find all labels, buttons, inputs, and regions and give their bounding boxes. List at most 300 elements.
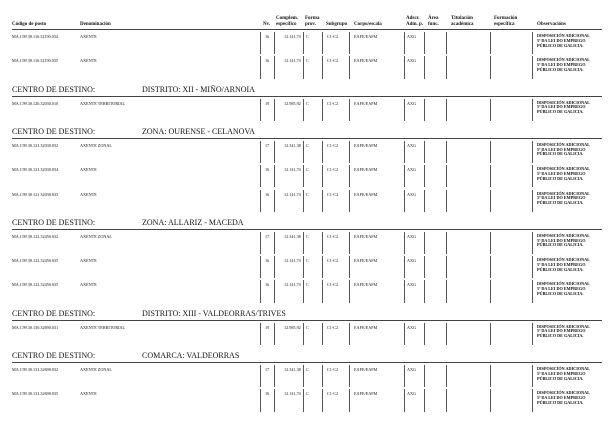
center-label: CENTRO DE DESTINO: (12, 308, 96, 318)
column-divider (303, 365, 304, 387)
cell-complem: 12.985,92 (284, 324, 301, 330)
column-divider (490, 141, 491, 163)
column-divider (274, 389, 275, 411)
cell-adscr: AXG (407, 58, 417, 64)
header-nv: Nv. (263, 22, 271, 27)
column-divider (532, 323, 533, 345)
column-divider (446, 256, 447, 278)
cell-observacions (537, 101, 603, 115)
column-divider (274, 99, 275, 121)
cell-name: AXENTE (80, 282, 97, 288)
column-divider (260, 256, 261, 278)
header-subgrupo: Subgrupo (326, 22, 348, 27)
cell-name: AXENTE (80, 191, 97, 197)
column-divider (490, 165, 491, 187)
cell-observacions (537, 34, 603, 48)
column-divider (260, 323, 261, 345)
column-divider (322, 280, 323, 302)
cell-observacions (537, 391, 603, 405)
header-complem-1: Complem. (276, 16, 299, 21)
cell-corpo: EAFE/EAFM (354, 324, 378, 330)
cell-complem: 12.141,74 (284, 191, 301, 197)
column-divider (404, 190, 405, 212)
cell-subgrupo: C1-C2 (327, 100, 339, 106)
cell-complem: 12.141,74 (284, 391, 301, 397)
column-divider (303, 141, 304, 163)
cell-corpo: EAFE/EAFM (354, 142, 378, 148)
column-divider (303, 389, 304, 411)
cell-nv: 16 (265, 282, 270, 288)
cell-complem: 12.141,74 (284, 167, 301, 173)
observation-line: 5ª DA LEI DO EMPREGO (537, 37, 586, 43)
observation-line: PÚBLICO DE GALICIA. (537, 109, 584, 115)
column-divider (490, 56, 491, 78)
column-divider (424, 99, 425, 121)
cell-complem: 12.341,38 (284, 367, 301, 372)
cell-observacions (537, 143, 603, 157)
column-divider (404, 32, 405, 54)
observation-line: PÚBLICO DE GALICIA. (537, 42, 584, 48)
observation-line: PÚBLICO DE GALICIA. (537, 66, 584, 72)
column-divider (303, 232, 304, 254)
observation-line: 5ª DA LEI DO EMPREGO (537, 237, 586, 243)
column-divider (274, 56, 275, 78)
column-divider (532, 141, 533, 163)
cell-complem: 12.985,92 (284, 100, 301, 106)
cell-forma: C (306, 282, 309, 288)
center-rule (12, 362, 602, 363)
header-area-1: Área (428, 16, 439, 21)
observation-line: 5ª DA LEI DO EMPREGO (537, 286, 586, 292)
cell-complem: 12.141,74 (284, 34, 301, 39)
cell-name: AXENTE ZONAL (80, 367, 112, 372)
column-divider (349, 280, 350, 302)
cell-code: MA.C99.30.116.32190.035 (12, 58, 59, 64)
column-divider (274, 32, 275, 54)
observation-line: PÚBLICO DE GALICIA. (537, 333, 584, 339)
observation-line: PÚBLICO DE GALICIA. (537, 242, 584, 248)
column-divider (349, 32, 350, 54)
column-divider (322, 56, 323, 78)
column-divider (349, 256, 350, 278)
column-divider (424, 56, 425, 78)
observation-line: PÚBLICO DE GALICIA. (537, 375, 584, 381)
observation-line: 5ª DA LEI DO EMPREGO (537, 146, 586, 152)
center-label: CENTRO DE DESTINO: (12, 126, 96, 136)
column-divider (303, 256, 304, 278)
column-divider (446, 56, 447, 78)
column-divider (404, 232, 405, 254)
column-divider (404, 256, 405, 278)
observation-line: DISPOSICIÓN ADICIONAL (537, 33, 590, 38)
cell-corpo: EAFE/EAFM (354, 282, 378, 288)
cell-subgrupo: C1-C2 (327, 324, 339, 330)
observation-line: PÚBLICO DE GALICIA. (537, 175, 584, 181)
column-divider (260, 32, 261, 54)
center-label: CENTRO DE DESTINO: (12, 351, 96, 360)
cell-subgrupo: C1-C2 (327, 58, 339, 64)
cell-adscr: AXG (407, 367, 417, 372)
column-divider (404, 323, 405, 345)
cell-subgrupo: C1-C2 (327, 367, 339, 372)
observation-line: DISPOSICIÓN ADICIONAL (537, 323, 590, 329)
column-divider (274, 365, 275, 387)
column-divider (446, 389, 447, 411)
cell-nv: 17 (265, 142, 270, 148)
cell-subgrupo: C1-C2 (327, 191, 339, 197)
header-adscr-1: Adscr. (406, 16, 420, 21)
column-divider (260, 56, 261, 78)
column-divider (322, 190, 323, 212)
cell-forma: C (306, 391, 309, 397)
column-divider (446, 32, 447, 54)
cell-forma: C (306, 324, 309, 330)
cell-adscr: AXG (407, 391, 417, 397)
cell-corpo: EAFE/EAFM (354, 258, 378, 264)
column-divider (260, 165, 261, 187)
cell-observacions (537, 282, 603, 296)
column-divider (446, 323, 447, 345)
center-rule (12, 229, 602, 230)
observation-line: PÚBLICO DE GALICIA. (537, 290, 584, 296)
cell-forma: C (306, 233, 309, 239)
center-rule (12, 96, 602, 97)
column-divider (532, 32, 533, 54)
cell-complem: 12.341,38 (284, 233, 301, 239)
cell-observacions (537, 234, 603, 248)
cell-corpo: EAFE/EAFM (354, 233, 378, 239)
cell-name: AXENTE (80, 167, 97, 173)
column-divider (532, 232, 533, 254)
column-divider (532, 256, 533, 278)
column-divider (274, 323, 275, 345)
column-divider (424, 141, 425, 163)
cell-corpo: EAFE/EAFM (354, 34, 378, 39)
observation-line: DISPOSICIÓN ADICIONAL (537, 390, 590, 396)
column-divider (274, 165, 275, 187)
column-divider (490, 99, 491, 121)
cell-observacions (537, 367, 603, 381)
cell-adscr: AXG (407, 324, 417, 330)
column-divider (260, 389, 261, 411)
column-divider (404, 365, 405, 387)
column-divider (349, 389, 350, 411)
column-divider (274, 256, 275, 278)
cell-adscr: AXG (407, 258, 417, 264)
cell-name: AXENTE TERRITORIAL (80, 324, 126, 330)
cell-nv: 16 (265, 191, 270, 197)
cell-code: MA.C99.30.122.32450.032 (12, 233, 59, 239)
observation-line: DISPOSICIÓN ADICIONAL (537, 257, 590, 263)
column-divider (260, 99, 261, 121)
observation-line: 5ª DA LEI DO EMPREGO (537, 62, 586, 68)
cell-nv: 17 (265, 367, 270, 372)
cell-code: MA.C99.30.121.32030.034 (12, 167, 59, 173)
cell-corpo: EAFE/EAFM (354, 58, 378, 64)
center-value: COMARCA: VALDEORRAS (142, 351, 240, 360)
cell-subgrupo: C1-C2 (327, 142, 339, 148)
observation-line: DISPOSICIÓN ADICIONAL (537, 281, 590, 287)
observation-line: PÚBLICO DE GALICIA. (537, 399, 584, 405)
column-divider (260, 190, 261, 212)
column-divider (274, 280, 275, 302)
cell-adscr: AXG (407, 282, 417, 288)
column-divider (349, 99, 350, 121)
cell-adscr: AXG (407, 142, 417, 148)
column-divider (322, 165, 323, 187)
observation-line: DISPOSICIÓN ADICIONAL (537, 57, 590, 63)
cell-observacions (537, 192, 603, 206)
cell-adscr: AXG (407, 191, 417, 197)
cell-code: MA.C99.30.130.32690.031 (12, 324, 59, 330)
header-forma-1: Forma (305, 16, 320, 21)
center-heading (12, 309, 512, 318)
header-codigo: Código de posto (12, 22, 47, 27)
observation-line: DISPOSICIÓN ADICIONAL (537, 166, 590, 172)
cell-subgrupo: C1-C2 (327, 34, 339, 39)
cell-code: MA.C99.30.131.32690.032 (12, 367, 59, 372)
cell-observacions (537, 58, 603, 72)
cell-forma: C (306, 167, 309, 173)
column-divider (260, 232, 261, 254)
column-divider (446, 141, 447, 163)
cell-complem: 12.141,74 (284, 258, 301, 264)
column-divider (303, 280, 304, 302)
column-divider (274, 141, 275, 163)
column-divider (404, 389, 405, 411)
column-divider (424, 389, 425, 411)
column-divider (260, 365, 261, 387)
column-divider (446, 365, 447, 387)
cell-code: MA.C99.30.122.32450.035 (12, 282, 59, 288)
column-divider (303, 190, 304, 212)
header-corpo: Corpo/escala (354, 22, 382, 27)
cell-nv: 19 (265, 324, 270, 330)
observation-line: PÚBLICO DE GALICIA. (537, 266, 584, 272)
observation-line: 5ª DA LEI DO EMPREGO (537, 370, 586, 376)
column-divider (260, 280, 261, 302)
cell-complem: 12.341,38 (284, 142, 301, 148)
column-divider (404, 141, 405, 163)
header-denominacion: Denominación (80, 22, 111, 27)
cell-subgrupo: C1-C2 (327, 391, 339, 397)
observation-line: 5ª DA LEI DO EMPREGO (537, 170, 586, 176)
cell-name: AXENTE ZONAL (80, 142, 112, 148)
column-divider (532, 99, 533, 121)
cell-code: MA.C99.30.122.32450.035 (12, 258, 59, 264)
column-divider (490, 256, 491, 278)
header-area-2: func. (428, 22, 439, 27)
column-divider (349, 165, 350, 187)
column-divider (424, 323, 425, 345)
column-divider (303, 32, 304, 54)
column-divider (446, 99, 447, 121)
center-heading (12, 85, 512, 94)
cell-name: AXENTE (80, 34, 97, 39)
cell-corpo: EAFE/EAFM (354, 391, 378, 397)
cell-code: MA.C99.30.121.32030.035 (12, 191, 59, 197)
cell-corpo: EAFE/EAFM (354, 100, 378, 106)
column-divider (424, 256, 425, 278)
column-divider (404, 165, 405, 187)
cell-forma: C (306, 100, 309, 106)
header-complem-2: específico (276, 22, 297, 27)
header-titulacion-2: académica (451, 22, 474, 27)
cell-subgrupo: C1-C2 (327, 233, 339, 239)
center-rule (12, 138, 602, 139)
cell-corpo: EAFE/EAFM (354, 167, 378, 173)
cell-name: AXENTE ZONAL (80, 233, 112, 239)
column-divider (490, 232, 491, 254)
column-divider (532, 365, 533, 387)
cell-forma: C (306, 58, 309, 64)
column-divider (349, 323, 350, 345)
column-divider (322, 256, 323, 278)
header-formacion-2: específica (494, 22, 515, 27)
column-divider (490, 280, 491, 302)
column-divider (349, 56, 350, 78)
cell-corpo: EAFE/EAFM (354, 191, 378, 197)
column-divider (322, 323, 323, 345)
center-value: ZONA: ALLARIZ - MACEDA (142, 217, 244, 227)
column-divider (349, 232, 350, 254)
column-divider (274, 232, 275, 254)
cell-nv: 16 (265, 391, 270, 397)
column-divider (303, 323, 304, 345)
cell-forma: C (306, 34, 309, 39)
cell-adscr: AXG (407, 167, 417, 173)
column-divider (446, 280, 447, 302)
column-divider (490, 323, 491, 345)
column-divider (404, 99, 405, 121)
column-divider (322, 32, 323, 54)
cell-name: AXENTE TERRITORIAL (80, 100, 126, 106)
column-divider (322, 389, 323, 411)
observation-line: 5ª DA LEI DO EMPREGO (537, 104, 586, 110)
column-divider (446, 165, 447, 187)
cell-code: MA.C99.30.121.32030.032 (12, 142, 59, 148)
cell-forma: C (306, 258, 309, 264)
cell-adscr: AXG (407, 233, 417, 239)
cell-subgrupo: C1-C2 (327, 282, 339, 288)
column-divider (490, 190, 491, 212)
cell-nv: 16 (265, 258, 270, 264)
observation-line: DISPOSICIÓN ADICIONAL (537, 141, 590, 147)
cell-subgrupo: C1-C2 (327, 167, 339, 173)
center-label: CENTRO DE DESTINO: (12, 84, 96, 94)
header-forma-2: prov. (305, 22, 316, 27)
column-divider (349, 141, 350, 163)
column-divider (349, 365, 350, 387)
column-divider (532, 56, 533, 78)
column-divider (532, 190, 533, 212)
column-divider (490, 389, 491, 411)
observation-line: DISPOSICIÓN ADICIONAL (537, 366, 590, 371)
center-label: CENTRO DE DESTINO: (12, 217, 96, 227)
observation-line: DISPOSICIÓN ADICIONAL (537, 232, 590, 238)
cell-nv: 16 (265, 167, 270, 173)
column-divider (446, 232, 447, 254)
observation-line: 5ª DA LEI DO EMPREGO (537, 195, 586, 201)
column-divider (322, 141, 323, 163)
column-divider (322, 99, 323, 121)
cell-code: MA.C99.30.120.32030.010 (12, 100, 59, 106)
column-divider (424, 165, 425, 187)
cell-complem: 12.141,74 (284, 282, 301, 288)
cell-nv: 16 (265, 34, 270, 39)
observation-line: DISPOSICIÓN ADICIONAL (537, 99, 590, 105)
cell-observacions (537, 258, 603, 272)
column-divider (532, 165, 533, 187)
column-divider (404, 280, 405, 302)
column-divider (490, 32, 491, 54)
cell-code: MA.C99.30.116.32190.034 (12, 34, 59, 39)
cell-observacions (537, 167, 603, 181)
cell-complem: 12.141,74 (284, 58, 301, 64)
column-divider (424, 32, 425, 54)
center-value: DISTRITO: XIII - VALDEORRAS/TRIVES (142, 308, 286, 318)
column-divider (532, 389, 533, 411)
cell-nv: 19 (265, 100, 270, 106)
column-divider (532, 280, 533, 302)
column-divider (424, 280, 425, 302)
cell-adscr: AXG (407, 100, 417, 106)
cell-subgrupo: C1-C2 (327, 258, 339, 264)
center-rule (12, 320, 602, 321)
column-divider (424, 190, 425, 212)
observation-line: PÚBLICO DE GALICIA. (537, 200, 584, 206)
header-formacion-1: Formación (494, 16, 518, 21)
cell-forma: C (306, 142, 309, 148)
center-value: DISTRITO: XII - MIÑO/ARNOIA (142, 84, 255, 94)
column-divider (303, 165, 304, 187)
center-value: ZONA: OURENSE - CELANOVA (142, 126, 255, 136)
cell-corpo: EAFE/EAFM (354, 367, 378, 372)
observation-line: 5ª DA LEI DO EMPREGO (537, 328, 586, 334)
observation-line: 5ª DA LEI DO EMPREGO (537, 261, 586, 267)
cell-forma: C (306, 367, 309, 372)
center-heading (12, 351, 512, 360)
column-divider (322, 232, 323, 254)
center-heading (12, 218, 512, 227)
column-divider (274, 190, 275, 212)
column-divider (322, 365, 323, 387)
cell-nv: 17 (265, 233, 270, 239)
cell-nv: 16 (265, 58, 270, 64)
column-divider (260, 141, 261, 163)
header-rule (12, 29, 602, 30)
column-divider (404, 56, 405, 78)
column-divider (424, 365, 425, 387)
cell-adscr: AXG (407, 34, 417, 39)
cell-name: AXENTE (80, 58, 97, 64)
observation-line: DISPOSICIÓN ADICIONAL (537, 190, 590, 196)
cell-code: MA.C99.30.131.32690.035 (12, 391, 59, 397)
observation-line: 5ª DA LEI DO EMPREGO (537, 395, 586, 401)
observation-line: PÚBLICO DE GALICIA. (537, 151, 584, 157)
column-divider (424, 232, 425, 254)
cell-observacions (537, 325, 603, 339)
column-divider (303, 99, 304, 121)
center-heading (12, 127, 512, 136)
column-divider (349, 190, 350, 212)
header-titulacion-1: Titulación (451, 16, 473, 21)
column-divider (446, 190, 447, 212)
header-observacions: Observacións (537, 22, 566, 27)
cell-name: AXENTE (80, 258, 97, 264)
cell-name: AXENTE (80, 391, 97, 397)
cell-forma: C (306, 191, 309, 197)
